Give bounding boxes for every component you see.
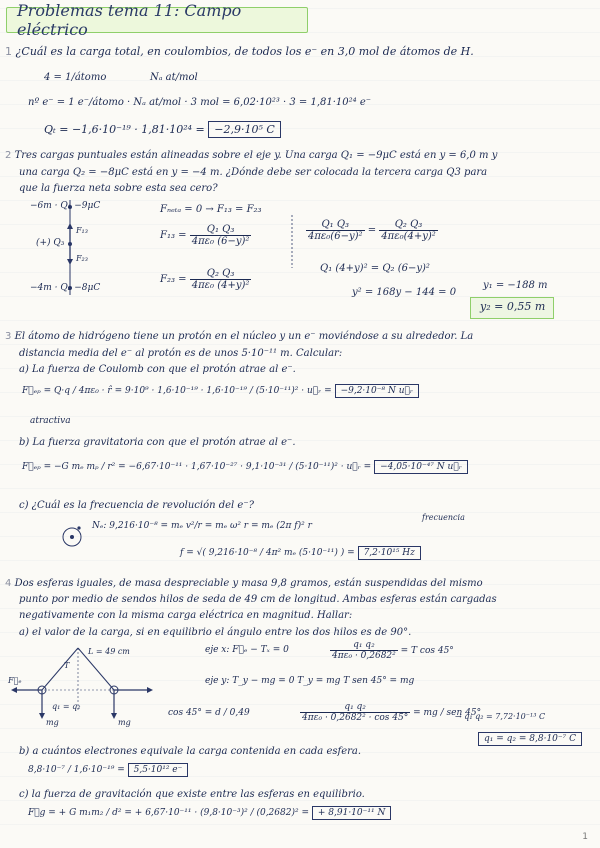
problem-4a-eq-4-result: → q₁ q₂ = 7,72·10⁻¹³ C xyxy=(455,712,546,721)
problem-2-eq-4-den-1: 4πε₀(6−y)² xyxy=(308,231,363,242)
problem-3b-answer: −4,05·10⁻⁴⁷ N u⃗ᵣ xyxy=(374,460,468,474)
problem-4a-answer xyxy=(478,732,582,746)
problem-3c-answer: 7,2·10¹⁵ Hz xyxy=(358,546,421,560)
problem-4-question-line-2: punto por medio de sendos hilos de seda de 49 cm de longitud. Ambas esferas están cargadas xyxy=(19,594,497,605)
diagram-length-label: L = 49 cm xyxy=(88,647,130,656)
problem-4-question-line-3: negativamente con la misma carga eléctrica en magnitud. Hallar: xyxy=(19,610,353,621)
problem-2-eq-4-num-2: Q₂ Q₃ xyxy=(379,219,438,231)
mg-left-arrowhead xyxy=(39,713,45,719)
problem-3b-label: b) La fuerza gravitatoria con que el protón atrae al e⁻. xyxy=(19,437,296,448)
problem-4a-eq-1-rhs: = T cos 45° xyxy=(400,646,454,656)
problem-4a-eq-4-frac xyxy=(300,702,410,723)
problem-4a-eq-1-frac-wrap xyxy=(330,640,454,661)
problem-4a-eq-4-den: 4πε₀ · 0,2682² · cos 45° xyxy=(302,713,409,723)
left-thread xyxy=(42,648,78,690)
problem-4b-equation xyxy=(28,763,188,777)
problem-4a-answer-box: q₁ = q₂ = 8,8·10⁻⁷ C xyxy=(478,732,582,746)
problem-3a-note: atractiva xyxy=(30,416,71,426)
problem-2-result-2: y₂ = 0,55 m xyxy=(480,300,546,313)
problem-4a-eq-1-den: 4πε₀ · 0,2682² xyxy=(332,651,396,661)
problem-1-answer: −2,9·10⁵ C xyxy=(208,121,281,138)
problem-3-question-line-2: distancia media del e⁻ al protón es de unos 5·10⁻¹¹ m. Calcular: xyxy=(19,348,343,359)
problem-2-eq-5: Q₁ (4+y)² = Q₂ (6−y)² xyxy=(320,263,430,274)
problem-4a-eq-4 xyxy=(300,702,481,723)
problem-3c-note: frecuencia xyxy=(422,513,465,522)
diagram-f13-label: F₁₃ xyxy=(76,226,88,235)
problem-1-line-3-text: Qₜ = −1,6·10⁻¹⁹ · 1,81·10²⁴ = xyxy=(44,123,205,136)
diagram-q3-label: (+) Q₃ xyxy=(36,238,65,248)
problem-3a-lhs: F⃗ₑₚ = Q·q / 4πε₀ · r̂ = xyxy=(22,386,123,396)
problem-4a-label: a) el valor de la carga, si en equilibrio el ángulo entre los dos hilos es de 90°. xyxy=(19,627,412,638)
problem-3c-line-2-text: f = √( 9,216·10⁻⁸ / 4π² mₑ (5·10⁻¹¹) ) = xyxy=(180,548,355,558)
problem-2-eq-3-lhs: F₂₃ = xyxy=(160,274,187,285)
problem-4a-eq-1-num: q₁ q₂ xyxy=(330,640,398,651)
problem-2-eq-2-num: Q₁ Q₃ xyxy=(190,224,252,236)
problem-1-line-1a: 4 = 1/átomo xyxy=(44,72,107,83)
problem-4b-label: b) a cuántos electrones equivale la carga contenida en cada esfera. xyxy=(19,746,362,757)
problem-3c-label: c) ¿Cuál es la frecuencia de revolución del e⁻? xyxy=(19,500,254,511)
diagram-tension-label: T xyxy=(64,661,70,670)
problem-2-eq-3-num: Q₂ Q₃ xyxy=(190,268,252,280)
problem-3a-mid: 9·10⁹ · 1,6·10⁻¹⁹ · 1,6·10⁻¹⁹ / (5·10⁻¹¹)² · u⃗ᵣ = xyxy=(125,386,332,396)
problem-4-question-line-1-text: Dos esferas iguales, de masa despreciable y masa 9,8 gramos, están suspendidas del mismo xyxy=(14,578,483,589)
problem-4c-label: c) la fuerza de gravitación que existe entre las esferas en equilibrio. xyxy=(19,789,365,800)
problem-2-number: 2 xyxy=(5,150,12,161)
problem-1-line-1b: Nₐ at/mol xyxy=(150,72,198,83)
problem-2-eq-2-lhs: F₁₃ = xyxy=(160,230,187,241)
problem-4c-line: F⃗g = + G m₁m₂ / d² = + 6,67·10⁻¹¹ · (9,8·10⁻³)² / (0,2682)² = xyxy=(28,808,309,818)
fe-right-arrowhead xyxy=(147,687,153,693)
problem-2-question-line-1-text: Tres cargas puntuales están alineadas sobre el eje y. Una carga Q₁ = −9μC está en y = 6,0 m y xyxy=(14,150,498,161)
problem-4a-eq-4-num: q₁ q₂ xyxy=(300,702,410,713)
diagram-mg-left-label: mg xyxy=(46,718,59,727)
problem-2-eq-3-den: 4πε₀ (4+y)² xyxy=(191,280,250,291)
problem-4c-answer: + 8,91·10⁻¹¹ N xyxy=(312,806,391,820)
page-number: 1 xyxy=(582,832,588,842)
problem-4a-eq-1: eje x: F⃗ₑ − Tₓ = 0 xyxy=(205,645,289,655)
problem-4a-eq-1-frac xyxy=(330,640,398,661)
problem-3c-line-1: Nₑ: 9,216·10⁻⁸ = mₑ v²/r = mₑ ω² r = mₑ (2π f)² r xyxy=(92,521,312,531)
problem-1-line-2: nº e⁻ = 1 e⁻/átomo · Nₐ at/mol · 3 mol = 6,02·10²³ · 3 = 1,81·10²⁴ e⁻ xyxy=(28,97,372,108)
problem-4c-equation xyxy=(28,806,391,820)
problem-1-number: 1 xyxy=(5,45,12,58)
problem-3b-mid: −6,67·10⁻¹¹ · 1,67·10⁻²⁷ · 9,1·10⁻³¹ / (5·10⁻¹¹)² · u⃗ᵣ = xyxy=(128,462,372,472)
problem-2-eq-2-den: 4πε₀ (6−y)² xyxy=(191,236,250,247)
problem-2-eq-4-num-1: Q₁ Q₃ xyxy=(306,219,365,231)
problem-3-question-line-1-text: El átomo de hidrógeno tiene un protón en el núcleo y un e⁻ moviéndose a su alrededor. La xyxy=(14,331,474,342)
problem-4b-line: 8,8·10⁻⁷ / 1,6·10⁻¹⁹ = xyxy=(28,765,125,775)
problem-2-question-line-2: una carga Q₂ = −8μC está en y = −4 m. ¿Dónde debe ser colocada la tercera carga Q3 para xyxy=(19,167,488,178)
page-title-text: Problemas tema 11: Campo eléctrico xyxy=(17,1,242,39)
problem-3-number: 3 xyxy=(5,331,12,342)
problem-2-eq-6: y² = 168y − 144 = 0 xyxy=(352,287,457,298)
problem-2-eq-4-den-2: 4πε₀(4+y)² xyxy=(381,231,436,242)
problem-1-question-text: ¿Cuál es la carga total, en coulombios, de todos los e⁻ en 3,0 mol de átomos de H. xyxy=(15,45,474,58)
diagram-mg-right-label: mg xyxy=(118,718,131,727)
problem-2-eq-1: Fₙₑₜₐ = 0 → F₁₃ = F₂₃ xyxy=(160,204,262,215)
problem-3a-label: a) La fuerza de Coulomb con que el protón atrae al e⁻. xyxy=(19,364,296,375)
diagram-charge-label: q₁ = q₂ xyxy=(52,702,81,711)
problem-4b-answer: 5,5·10¹² e⁻ xyxy=(128,763,189,777)
diagram-q2-label: −4m · Q₂ −8μC xyxy=(30,283,101,293)
fe-left-arrowhead xyxy=(11,687,17,693)
problem-2-eq-4: $\frac{\text{Q₁ Q₃}}{\text{4πε₀(6−y)²}}$ = $\frac{\text{Q₂ Q₃}}{\text{4πε₀(4+y)²}}$ xyxy=(308,219,436,242)
problem-4a-eq-2: eje y: T_y − mg = 0 T_y = mg T sen 45° = mg xyxy=(205,676,415,686)
problem-3b-lhs: F⃗ₑₚ = −G mₑ mₚ / r² = xyxy=(22,462,126,472)
problem-3a-answer: −9,2·10⁻⁸ N u⃗ᵣ xyxy=(335,384,419,398)
diagram-f23-label: F₂₃ xyxy=(76,254,88,263)
diagram-fe-label: F⃗ₑ xyxy=(8,676,22,685)
problem-4-number: 4 xyxy=(5,578,12,589)
problem-2-question-line-3: que la fuerza neta sobre esta sea cero? xyxy=(19,183,218,194)
problem-4a-eq-3: cos 45° = d / 0,49 xyxy=(168,708,250,718)
problem-4a-eq-4-rhs: = mg / sen 45° xyxy=(413,708,482,718)
diagram-q1-label: −6m · Q₁ −9μC xyxy=(30,201,101,211)
problem-2-result-1: y₁ = −188 m xyxy=(483,280,548,291)
mg-right-arrowhead xyxy=(111,713,117,719)
